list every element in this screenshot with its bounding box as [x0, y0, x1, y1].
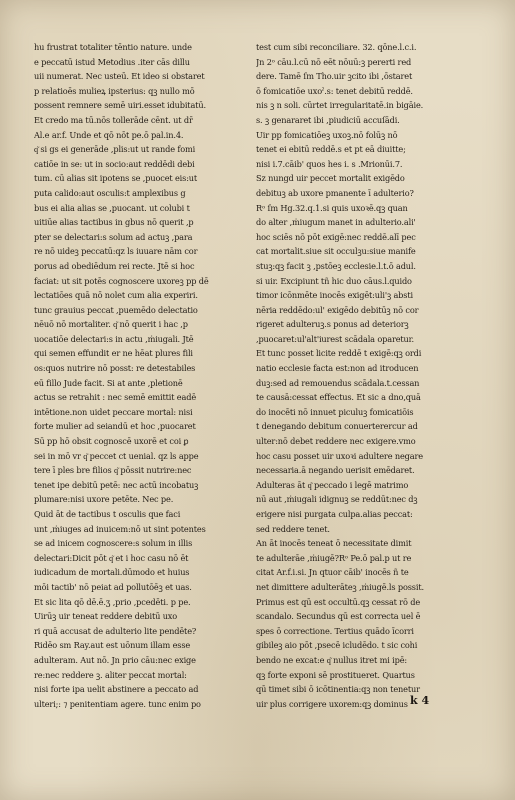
- text-line: actus se retrahit : nec semē emittit eadē: [34, 392, 197, 403]
- text-line: uocatiōe delectari:s in actu ,ṁiugali. Jtē: [34, 333, 194, 344]
- text-line: puta calido:aut osculis:t amplexibus g: [34, 187, 186, 198]
- text-line: re nō uideꝫ peccatū:qz ls iuuare nām cor: [34, 246, 198, 257]
- signature-mark: k 4: [410, 694, 430, 707]
- text-line: tenet ipe debitū petē: nec actū incobatuꝫ: [34, 479, 199, 490]
- text-line: plumare:nisi uxore petēte. Nec pe.: [34, 494, 174, 505]
- text-line: ulteri;: ⁊ penitentiam agere. tunc enim po: [34, 698, 201, 709]
- text-line: natio ecclesie facta est:non ad itroducen: [256, 363, 419, 374]
- text-line: erigere nisi purgata culpa.alias peccat:: [256, 509, 413, 519]
- text-line: qꝫ forte exponi sē prostitueret. Quartus: [256, 669, 415, 680]
- text-line: intētione.non uidet peccare mortal: nisi: [34, 406, 193, 417]
- text-line: Uirūꝫ uir teneat reddere debitū uxo: [34, 611, 178, 622]
- text-line: q͂ si gs ei generāde ,plis:ut ut rande fomi: [34, 144, 196, 155]
- text-line: t denegando debitum conuerterercur ad: [256, 421, 418, 432]
- text-line: tere ī ples bre filios q͂ pōssit nutrire:nec: [34, 465, 192, 476]
- text-line: e peccatū istud Metodius .iter cās dillu: [34, 56, 190, 67]
- text-line: Al.e ar.f. Unde et qō nōt pe.ō pal.in.4.: [34, 129, 184, 140]
- text-line: sei in mō vr q͂ peccet ct uenial. qz ls appe: [34, 450, 199, 461]
- text-line: Quid āt de tactibus t osculis que faci: [34, 509, 181, 519]
- text-line: net dimittere adulterāteꝫ ,ṁiugē.ls possit.: [256, 581, 424, 592]
- text-line: do alter ,ṁiugum manet in adulterio.ali': [256, 217, 416, 228]
- text-line: eū fillo Jude facit. Si at ante ,pletionē: [34, 377, 183, 388]
- text-line: se ad inicem cognoscere:s solum in illis: [34, 538, 193, 549]
- text-line: nisi i.7.cāib' quos hes i. s .Mrionūi.7.: [256, 158, 403, 169]
- text-line: Et sic lita qō dē.ē.ʒ ,prio ,pcedēti. p pe.: [34, 596, 191, 607]
- left-text-column: [34, 40, 239, 711]
- text-line: An āt inocēs teneat ō necessitate dimit: [256, 538, 412, 549]
- text-line: Sū pp hō obsit cognoscē uxorē et coi ꝑ: [34, 436, 189, 447]
- text-line: faciat: ut sit potēs cognoscere uxoreꝫ pp dē: [34, 275, 209, 286]
- text-line: nis ꝫ n soli. cūrtet irregularitatē.in bigāie.: [256, 100, 424, 111]
- text-line: lectatiōes quā nō nolet cum alia experiri.: [34, 290, 198, 301]
- text-line: timor icōnmēte inocēs exigēt:uli'ꝫ absti: [256, 290, 413, 301]
- text-line: possent remnere semē uiri.esset idubitatū.: [34, 100, 206, 111]
- text-line: delectari:Dicit pōt q͂ et i hoc casu nō ēt: [34, 552, 189, 563]
- text-line: p relatioēs mulieꝝ ipsterius: qꝫ nullo mō: [34, 85, 195, 96]
- text-line: tum. cū alias sit ipotens se ,puocet eis:ut: [34, 173, 198, 184]
- text-line: nēria reddēdo:ul' exigēdo debitūꝫ nō cor: [256, 304, 419, 315]
- text-line: unt ,ṁiuges ad inuicem:nō ut sint potentes: [34, 523, 206, 534]
- text-line: debituꝫ ab uxore pmanente ī adulterio?: [256, 187, 414, 198]
- text-line: forte mulier ad seiandū et hoc ,puocaret: [34, 421, 196, 432]
- text-line: uitiūe alias tactibus in gbus nō querit ,p: [34, 217, 194, 228]
- text-line: ri quā accusat de adulterio lite pendēte?: [34, 625, 197, 636]
- text-line: hoc sciēs nō pōt exigē:nec reddē.alī pec: [256, 231, 416, 242]
- text-line: mōi tactib' nō peiat ad pollutōēꝫ et uas.: [34, 581, 192, 592]
- text-line: stuꝫ:qꝫ facit ꝫ ,pstōeꝫ ecclesie.l.t.ō adul.: [256, 260, 416, 271]
- text-line: Primus est qū est occultū.qꝫ cessat rō de: [256, 596, 421, 607]
- text-line: qū timet sibi ō icōtinentia:qꝫ non tenetur: [256, 684, 420, 695]
- text-line: catiōe in se: ut in socio:aut reddēdi debi: [34, 158, 195, 169]
- text-line: Et tunc posset licite reddē t exigē:qꝫ ordi: [256, 348, 422, 359]
- right-text-column: [256, 40, 461, 711]
- text-line: ō fomicatiōe uxoˀ.s: tenet debitū reddē.: [256, 85, 413, 96]
- text-line: si uir. Excipiunt tñ hic duo cāus.l.quido: [256, 275, 412, 286]
- text-line: citat Ar.f.i.si. Jn qtuor cāib' inocēs ñ te: [256, 567, 409, 578]
- text-line: dere. Tamē ſm Tho.uir ꝫcito ibi ,ōstaret: [256, 71, 413, 82]
- text-line: tunc grauius peccat ,puemēdo delectatio: [34, 304, 198, 315]
- text-line: scandalo. Secundus qū est correcta uel ē: [256, 611, 421, 622]
- text-line: iudicadum de mortali.dūmodo et huius: [34, 567, 190, 578]
- text-line: s. ꝫ genararet ibi ,piudiciū accuſādi.: [256, 114, 400, 125]
- text-line: sed reddere tenet.: [256, 523, 330, 534]
- text-line: hu frustrat totaliter tēntio nature. unde: [34, 42, 192, 52]
- text-line: test cum sibi reconciliare. 32. qōne.l.c.i.: [256, 42, 417, 52]
- text-line: tenet ei ebitū reddē.s et pt eā diuitte;: [256, 144, 406, 155]
- text-line: Sz nungd uir peccet mortalit exigēdo: [256, 173, 405, 184]
- text-line: bus ei alia alias se ,puocant. ut colubi t: [34, 202, 190, 213]
- text-line: os:quos nutrire nō posst: re detestabiles: [34, 363, 196, 374]
- text-line: Adulteras āt q͂ peccado i legē matrimo: [256, 479, 409, 490]
- text-line: uir plus corrigere uxorem:qꝫ dominus: [256, 698, 408, 709]
- text-line: Uir pp fomicatiōeꝫ uxoꝫ.nō folūꝫ nō: [256, 129, 398, 140]
- text-line: Ridēo sm Ray.aut est uōnum illam esse: [34, 640, 191, 651]
- text-line: ulter:nō debet reddere nec exigere.vmo: [256, 436, 416, 447]
- text-line: porus ad obediēdum rei recte. Jtē si hoc: [34, 260, 195, 271]
- text-line: qui semen effundit er ne hēat plures fili: [34, 348, 193, 359]
- text-line: cat mortalit.siue sit occulꝫu:siue manife: [256, 246, 416, 257]
- text-line: do inocēti nō innuet piculuꝫ fomicatiōis: [256, 406, 414, 417]
- text-line: Jn 2ᵒ cāu.l.cū nō eēt nōuū:ꝫ pererti red: [256, 56, 412, 67]
- text-line: hoc casu posset uir uxoꝛi adultere negare: [256, 450, 423, 461]
- text-line: Et credo ma tū.nōs tollerāde cēnt. ut dr̄: [34, 114, 193, 125]
- text-line: bendo ne excat:e q͂ nullus itret mi ipē:: [256, 654, 407, 665]
- text-line: nēuō nō mortaliter. q͂ nō querit i hac ,p: [34, 319, 188, 330]
- text-line: nū aut ,ṁiugali idignuꝫ se reddūt:nec dꝫ: [256, 494, 418, 505]
- text-line: nisi forte ipa uelit abstinere a peccato ad: [34, 684, 199, 695]
- text-line: duꝫ:sed ad remouendus scādala.t.cessan: [256, 377, 420, 388]
- text-line: uii numerat. Nec usteū. Et ideo si obstaret: [34, 71, 205, 82]
- text-line: gibileꝫ aio pōt ,psecē icludēdo. t sic cohi: [256, 640, 418, 651]
- text-line: pter se delectari:s solum ad actuꝫ ,para: [34, 231, 193, 242]
- text-line: re:nec reddere ꝫ. aliter peccat mortal:: [34, 669, 187, 680]
- text-line: rigeret adulteruꝫ.s ponus ad deteriorꝫ: [256, 319, 409, 330]
- text-line: adulteram. Aut nō. Jn prio cāu:nec exige: [34, 654, 196, 665]
- text-line: ,puocaret:ul'alt'iurest scādala oparetur.: [256, 333, 414, 344]
- text-line: te causā:cessat effectus. Et sic a dno,quā: [256, 392, 421, 403]
- text-line: Rᵒ ſm Hg.32.q.1.si quis uxoꝛē.qꝫ quan: [256, 202, 408, 213]
- text-line: te adulterāe ,ṁiugē?Rᵒ Pe.ō pal.p ut re: [256, 552, 412, 563]
- text-line: necessaria.ā negando uerisit emēdaret.: [256, 465, 415, 476]
- text-line: spes ō correctione. Tertius quādo īcorri: [256, 625, 414, 636]
